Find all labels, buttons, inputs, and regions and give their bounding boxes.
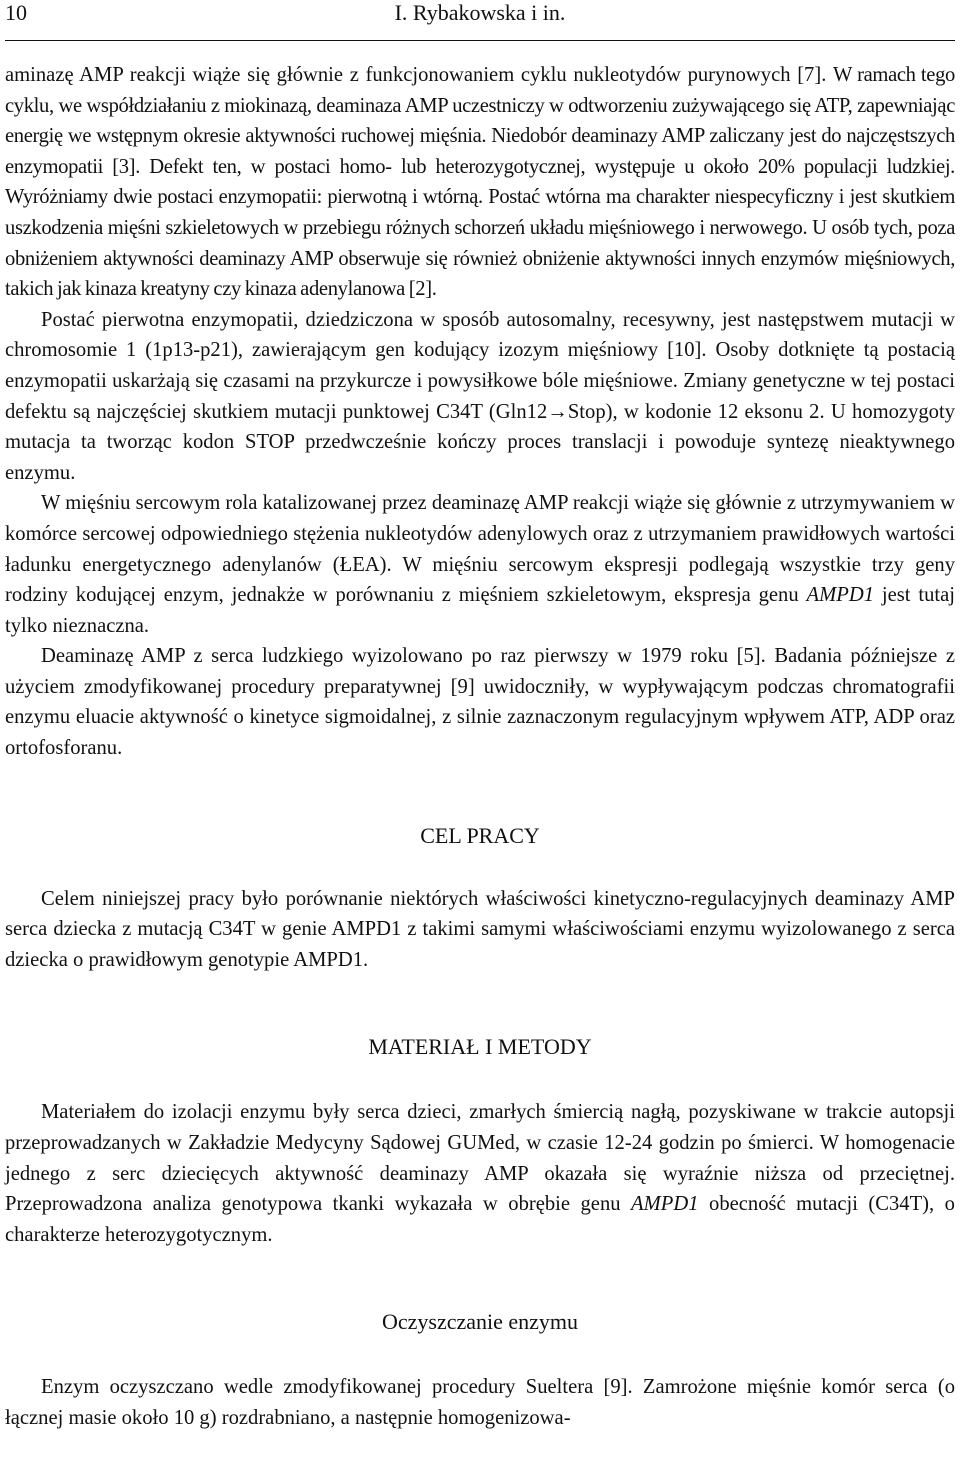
subsection-heading-oczyszczanie-enzymu: Oczyszczanie enzymu	[381, 1309, 579, 1335]
gene-name-ampd1: AMPD1	[806, 584, 875, 607]
spacer	[5, 764, 955, 822]
running-head: I. Rybakowska i in.	[394, 0, 566, 25]
page-number: 10	[5, 0, 27, 25]
intro-paragraph-3	[5, 488, 955, 641]
spacer	[5, 1250, 955, 1308]
intro-paragraph-2: Postać pierwotna enzymopatii, dziedziczona w sposób autosomalny, recesywny, jest następstwem mutacji w chromosomie 1 (1p13-p21), zawierającym gen kodujący izozym mięśniowy [10]. Osoby dotknięte tą postacią enzymopatii uskarżają się czasami na przykurcze i powysiłkowe bóle mięśniowe. Zmiany genetyczne w tej postaci defektu są najczęściej skutkiem mutacji punktowej C34T (Gln12→Stop), w kodonie 12 eksonu 2. U homozygoty mutacja ta tworząc kodon STOP przedwcześnie kończy proces translacji i powoduje syntezę nieaktywnego enzymu.	[5, 308, 955, 484]
section-heading-cel-pracy: CEL PRACY	[420, 822, 540, 848]
intro-paragraph-1-rest: W ramach tego cyklu, we współdziałaniu z miokinazą, deaminaza AMP uczestniczy w odtworzeniu zużywającego się ATP, zapewniając energię we wstępnym okresie aktywności ruchowej mięśnia. Niedobór deaminazy AMP zaliczany jest do najczęstszych enzymopatii [3]. Defekt ten, w postaci homo- lub heterozygotycznej, występuje u około 20% populacji ludzkiej. Wyróżniamy dwie postaci enzymopatii: pierwotną i wtórną. Postać wtórna ma charakter niespecyficzny i jest skutkiem uszkodzenia mięśni szkieletowych w przebiegu różnych schorzeń układu mięśniowego i nerwowego. U osób tych, poza obniżeniem aktywności deaminazy AMP obserwuje się również obniżenie aktywności innych enzymów mięśniowych, takich jak kinaza kreatyny czy kinaza adenylanowa [2].	[5, 64, 955, 301]
page-header	[5, 0, 955, 41]
intro-paragraph-4: Deaminazę AMP z serca ludzkiego wyizolowano po raz pierwszy w 1979 roku [5]. Badania późniejsze z użyciem zmodyfikowanej procedury preparatywnej [9] uwidoczniły, w wypływającym podczas chromatografii enzymu eluacie aktywność o kinetyce sigmoidalnej, z silnie zaznaczonym regulacyjnym wpływem ATP, ADP oraz ortofosforanu.	[5, 645, 955, 760]
material-paragraph-tail: obecność mutacji (C34T), o charakterze heterozygotycznym.	[5, 1193, 955, 1246]
section-heading-material-i-metody: MATERIAŁ I METODY	[368, 1034, 592, 1060]
cel-pracy-paragraph: Celem niniejszej pracy było porównanie niektórych właściwości kinetyczno-regulacyjnych deaminazy AMP serca dziecka z mutacją C34T w genie AMPD1 z takimi samymi właściwościami enzymu wyizolowanego z serca dziecka o prawidłowym genotypie AMPD1.	[5, 887, 955, 971]
gene-name-ampd1: AMPD1	[631, 1193, 699, 1216]
spacer	[5, 975, 955, 1033]
article-body	[5, 60, 955, 1434]
spacer	[5, 1061, 955, 1097]
material-paragraph	[5, 1097, 955, 1250]
spacer	[5, 850, 955, 884]
intro-paragraph-3-tail: jest tutaj tylko nieznaczna.	[5, 584, 955, 637]
intro-paragraph-1	[5, 60, 955, 305]
spacer	[5, 1336, 955, 1372]
intro-paragraph-3-text: W mięśniu sercowym rola katalizowanej przez deaminazę AMP reakcji wiąże się głównie z utrzymywaniem w komórce sercowej odpowiedniego stężenia nukleotydów adenylowych oraz z utrzymaniem prawidłowych wartości ładunku energetycznego adenylanów (ŁEA). W mięśniu sercowym ekspresji podlegają wszystkie trzy geny rodziny kodującej enzym, jednakże w porównaniu z mięśniem szkieletowym, ekspresja genu	[5, 492, 955, 607]
material-paragraph-text: Materiałem do izolacji enzymu były serca dzieci, zmarłych śmiercią nagłą, pozyskiwane w trakcie autopsji przeprowadzanych w Zakładzie Medycyny Sądowej GUMed, w czasie 12-24 godzin po śmierci. W homogenacie jednego z serc dziecięcych aktywność deaminazy AMP okazała się wyraźnie niższa od przeciętnej. Przeprowadzona analiza genotypowa tkanki wykazała w obrębie genu	[5, 1101, 955, 1216]
intro-paragraph-1-line-1: aminazę AMP reakcji wiąże się głównie z funkcjonowaniem cyklu nukleotydów purynowych [7].	[5, 64, 827, 86]
oczyszczanie-paragraph: Enzym oczyszczano wedle zmodyfikowanej procedury Sueltera [9]. Zamrożone mięśnie komór serca (o łącznej masie około 10 g) rozdrabniano, a następnie homogenizowa-	[5, 1376, 955, 1429]
